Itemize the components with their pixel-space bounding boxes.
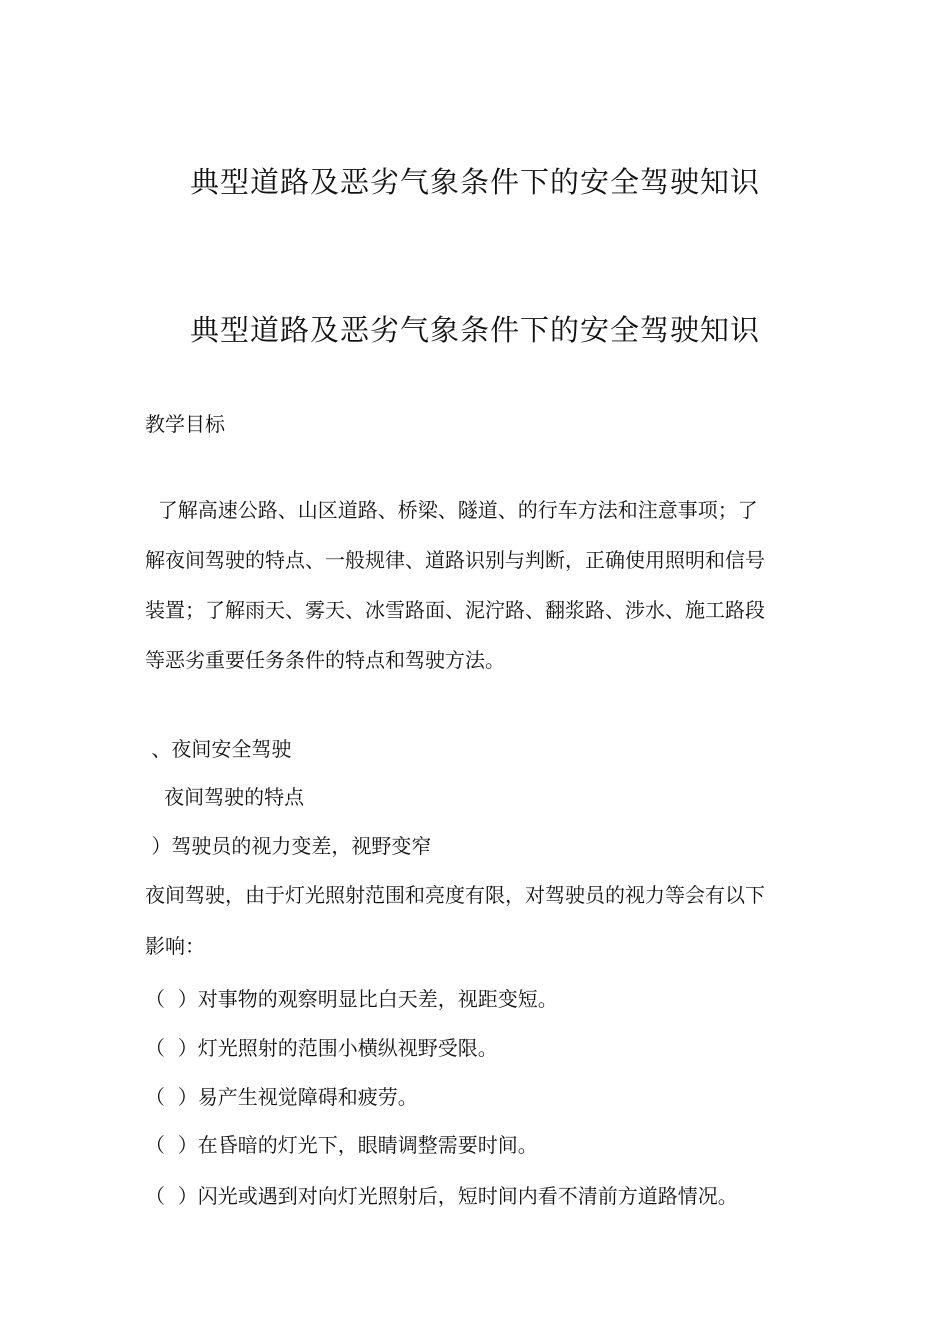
objective-line: 了解高速公路、山区道路、桥梁、隧道、的行车方法和注意事项；了 [145, 498, 758, 522]
body-line: 夜间驾驶，由于灯光照射范围和亮度有限，对驾驶员的视力等会有以下 [145, 883, 765, 907]
objective-line: 装置；了解雨天、雾天、冰雪路面、泥泞路、翻浆路、涉水、施工路段 [145, 598, 765, 622]
list-item: （ ）易产生视觉障碍和疲劳。 [145, 1085, 418, 1109]
list-item: （ ）对事物的观察明显比白天差，视距变短。 [145, 987, 558, 1011]
body-line: 影响： [145, 934, 205, 958]
subsection-heading: 、夜间安全驾驶 [145, 737, 292, 761]
document-subtitle: 典型道路及恶劣气象条件下的安全驾驶知识 [189, 313, 760, 347]
objective-line: 等恶劣重要任务条件的特点和驾驶方法。 [145, 648, 505, 672]
document-title: 典型道路及恶劣气象条件下的安全驾驶知识 [189, 165, 760, 199]
list-item: （ ）闪光或遇到对向灯光照射后，短时间内看不清前方道路情况。 [145, 1184, 738, 1208]
list-item: （ ）在昏暗的灯光下，眼睛调整需要时间。 [145, 1133, 538, 1157]
section-heading: 教学目标 [145, 412, 225, 436]
subsection-heading: 夜间驾驶的特点 [145, 785, 305, 809]
objective-line: 解夜间驾驶的特点、一般规律、道路识别与判断，正确使用照明和信号 [145, 548, 765, 572]
list-item: （ ）灯光照射的范围小横纵视野受限。 [145, 1036, 498, 1060]
subsection-heading: ）驾驶员的视力变差，视野变窄 [145, 834, 432, 858]
